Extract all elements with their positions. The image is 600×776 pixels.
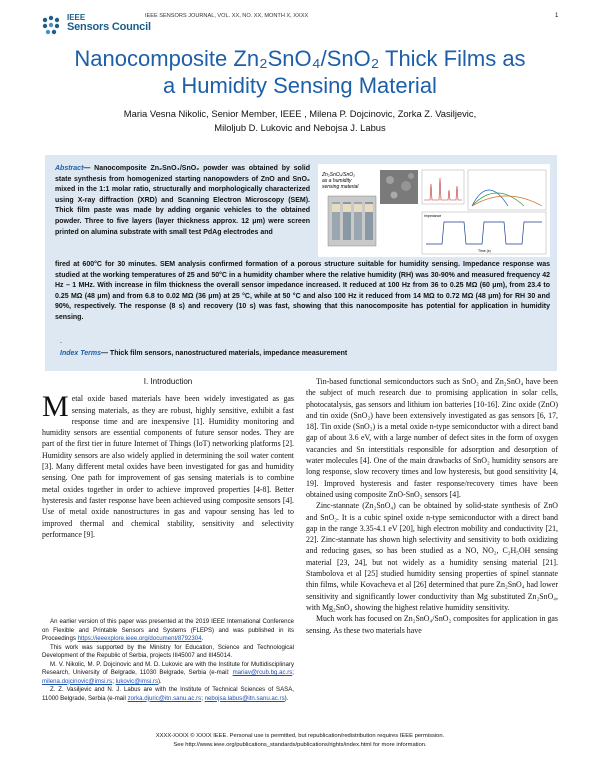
ieee-logo-icon — [40, 14, 64, 38]
email-link-vasiljevic[interactable]: zorka.djuric@itn.sanu.ac.rs — [127, 694, 202, 702]
graphical-abstract-figure — [318, 164, 550, 257]
right-paragraph-2: Zinc-stannate (Zn₂SnO₄) can be obtained by solid-state synthesis of ZnO and SnO₂. It is a cubic spinel oxide n-type semiconductor with a direct band gap in the range 3.35-4.1 eV [20], high electron mobility and conductivity [21, 22]. Zinc-stannate has shown high selectivity and sensitivity to both oxidizing and reducing gases, so has been studied as a NO, NO₂, C₂H₅OH sensing material [23, 24], but not widely as a humidity sensing material [21]. Stambolova et al [25] studied humidity sensing properties of spinel stannate thin films, while Kovacheva et al [26] determined that pure Zn₂SnO₄ had lower sensitivity and significantly lower conductivity than Mg substituted Zn₂SnO₄, with Mg₂SnO₄ showing the highest relative humidity sensitivity. — [306, 501, 558, 612]
footnote-funding: This work was supported by the Ministry for Education, Science and Technological Development of the Republic of Serbia, projects III45007 and III45014. — [42, 643, 294, 659]
logo-council-text: Sensors Council — [67, 21, 151, 33]
footnote-affiliation-1: M. V. Nikolic, M. P. Dojcinovic and M. D. Lukovic are with the Institute for Multidisciplinary Research, University of Belgrade, 11030 Belgrade, Serbia (e-mail: mariav@rcub.bg.ac.rs; milena.dojcinovic@imsi.rs; lukovic@imsi.rs). — [42, 660, 294, 685]
footnote-conference: An earlier version of this paper was presented at the 2019 IEEE International Conference on Flexible and Printable Sensors and Systems (FLEPS) and was published in its Proceedings https://ieeexplore.ieee.org/document/8792304. — [42, 618, 294, 642]
authors-line-2: Miloljub D. Lukovic and Nebojsa J. Labus — [214, 122, 386, 133]
graphical-abstract — [318, 164, 550, 257]
author-list — [60, 107, 540, 135]
footnotes — [42, 618, 294, 703]
footer-line-1: XXXX-XXXX © XXXX IEEE. Personal use is permitted, but republication/redistribution requires IEEE permission. — [155, 733, 445, 739]
section-heading-introduction: I. Introduction — [143, 377, 193, 386]
email-link-dojcinovic[interactable]: milena.dojcinovic@imsi.rs — [42, 677, 113, 685]
right-paragraph-1: Tin-based functional semiconductors such as SnO₂ and Zn₂SnO₄ have been the subject of much research due to promising application in solar cells, photocatalysis, gas sensors and lithium ion batteries [10-16]. Zinc oxide (ZnO) and tin oxide (SnO₂) have been extensively investigated as gas sensors [6, 17, 18]. Tin oxide (SnO₂) is a metal oxide n-type semiconductor with a direct band gap of about 3.6 eV, with a large number of defect sites in the form of oxygen vacancies and Sn interstitials responsible for adsorption and desorption of water molecules [4]. One of the main drawbacks of SnO₂ humidity sensors are long response, slow recovery times and low hysteresis, but good sensitivity [4, 19]. Improved hysteresis and faster response/recovery times have been obtained using composite ZnO-SnO₂ sensors [4]. — [306, 377, 558, 499]
email-link-labus[interactable]: nebojsa.labus@itn.sanu.ac.rs — [204, 694, 285, 702]
index-terms — [60, 350, 550, 357]
paper-title — [40, 45, 560, 99]
sensor-samples-image — [328, 196, 376, 246]
impedance-spectra-plot — [468, 170, 546, 210]
footnote-affiliation-2: Z. Z. Vasiljevic and N. J. Labus are with the Institute of Technical Sciences of SASA, 11000 Belgrade, Serbia (e-mail zorka.djuric@itn.sanu.ac.rs; nebojsa.labus@itn.sanu.ac.rs). — [42, 686, 294, 702]
response-plot-ylabel: Impedance — [424, 214, 442, 218]
index-terms-text: — Thick film sensors, nanostructured materials, impedance measurement — [100, 350, 348, 357]
response-recovery-plot — [422, 212, 546, 254]
drop-cap: M — [42, 390, 69, 424]
running-head: IEEE SENSORS JOURNAL, VOL. XX, NO. XX, MONTH X, XXXX — [145, 13, 309, 19]
index-terms-label: Index Terms — [60, 350, 101, 357]
intro-paragraph: Metal oxide based materials have been widely investigated as gas sensing materials, as they are robust, highly sensitive, exhibit a fast response time and are inexpensive [1]. Humidity monitoring and humidity sensors are essential components of future sensor nodes. They are part of the first tier in future Internet of Things (IoT) networking platforms [2]. Humidity sensors are also widely applied in determining the soil water content [3]. Many different metal oxides have been investigated for gas and humidity sensing. One path for improvement of gas sensing materials is to combine metal oxides together in order to achieve improved properties [4-8]. Better hysteresis and faster response have been achieved using composite sensors [4]. Use of metal oxide nanostructures in gas and vapour sensing has led to improved thermal and chemical stability, sensitivity and selectivity performance [9]. — [42, 390, 294, 539]
abstract-dash: . — [60, 338, 62, 345]
title-line-2: a Humidity Sensing Material — [163, 73, 437, 98]
xrd-pattern-plot — [422, 170, 464, 204]
left-column — [42, 376, 294, 540]
abstract-label: Abstract — [55, 165, 84, 172]
graphic-caption-1: Zn₂SnO₄/SnO₂ — [322, 172, 356, 178]
email-link-nikolic[interactable]: mariav@rcub.bg.ac.rs — [232, 669, 293, 676]
right-column — [306, 376, 558, 636]
authors-line-1: Maria Vesna Nikolic, Senior Member, IEEE , Milena P. Dojcinovic, Zorka Z. Vasiljevic, — [123, 108, 477, 119]
graphic-caption-3: sensing material — [322, 184, 359, 190]
ieee-sensors-council-logo — [40, 10, 151, 40]
footer-line-2: See http://www.ieee.org/publications_standards/publications/rights/index.html for more information. — [173, 742, 427, 748]
abstract-part-2: fired at 600°C for 30 minutes. SEM analysis confirmed formation of a porous structure suitable for humidity sensing. Impedance response was studied at the working temperatures of 25 and 50°C in a humidity chamber where the relative humidity (RH) was 30-90% and measured frequency 42 Hz – 1 MHz. With increase in film thickness the overall sensor impedance increased. It reduced at 100 Hz from 36 to 0.25 MΩ (60 μm), from 23.4 to 0.25 MΩ (48 μm) and from 6.8 to 0.02 MΩ (36 μm) at 25 °C, while at 50 °C and also 100 Hz it reduced from 14 MΩ to 0.72 MΩ (48 μm) for RH 30 and 90%, respectively. The response (8 s) and recovery (10 s) was fast, showing that this nanocomposite has potential for application in humidity sensing. — [55, 261, 550, 321]
logo-ieee-text: IEEE — [67, 13, 86, 22]
graphic-caption-2: as a humidity — [322, 178, 352, 184]
title-line-1: Nanocomposite Zn₂SnO₄/SnO₂ Thick Films as — [74, 46, 526, 71]
response-plot-xlabel: Time (s) — [478, 249, 491, 253]
footnote-ieeexplore-link[interactable]: https://ieeexplore.ieee.org/document/8792304 — [77, 635, 202, 642]
right-paragraph-3: Much work has focused on Zn₂SnO₄/SnO₂ composites for application in gas sensing. As these two materials have — [306, 614, 558, 635]
email-link-lukovic[interactable]: lukovic@imsi.rs — [115, 677, 159, 685]
page-number: 1 — [555, 13, 559, 19]
abstract-part-1: Abstract— Nanocomposite Zn₂SnO₄/SnO₂ powder was obtained by solid state synthesis from homogenized starting nanopowders of ZnO and SnO₂ mixed in the 1:1 molar ratio, structurally and morphologically characterized using X-ray diffraction (XRD) and Scanning Electron Microscopy (SEM). Thick film paste was made by adding organic vehicles to the obtained powder. Three to five layers (layer thickness approx. 12 μm) were screen printed on alumina substrate with small test PdAg electrodes and — [55, 165, 310, 236]
copyright-footer — [130, 732, 470, 750]
